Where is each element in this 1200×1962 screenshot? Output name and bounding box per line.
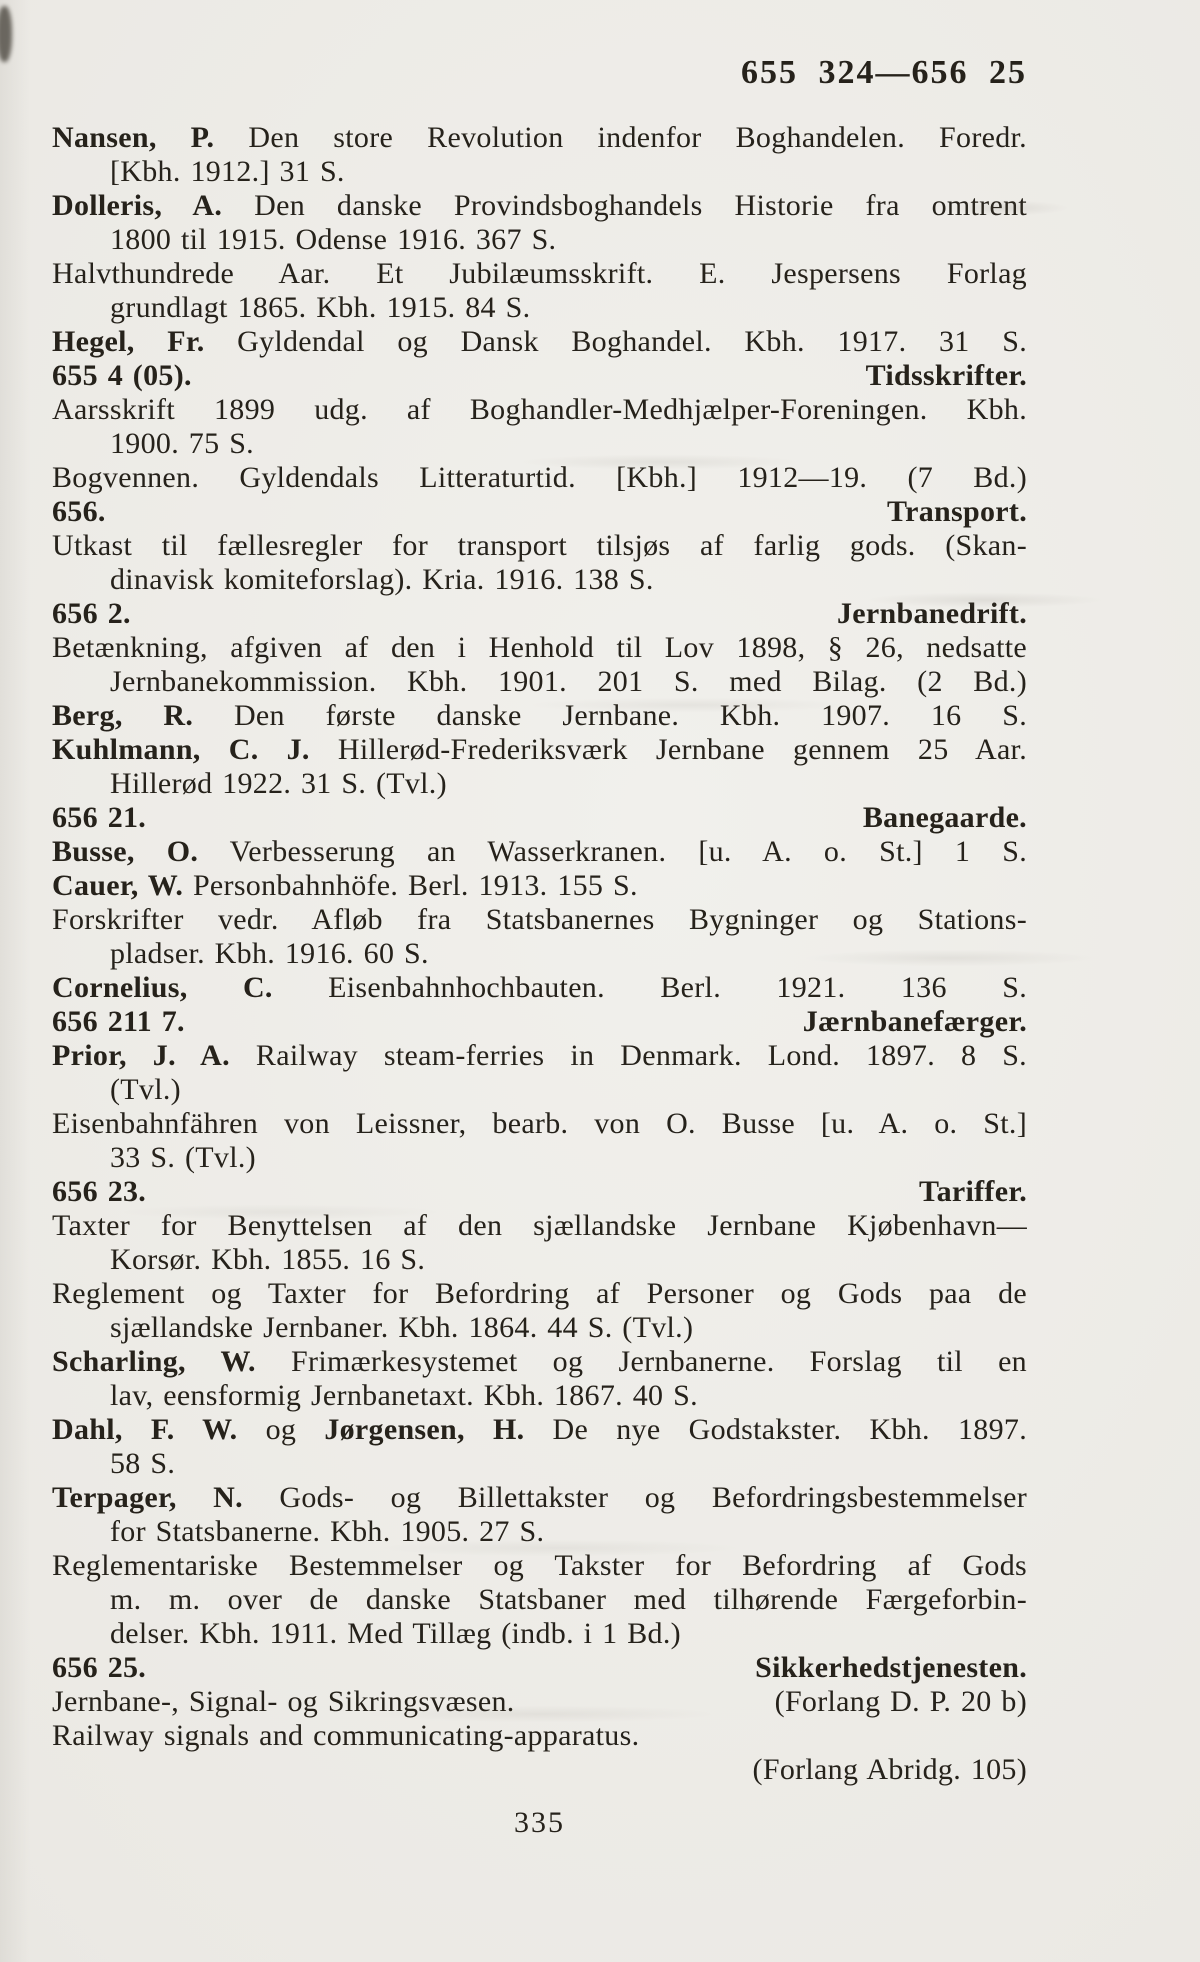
- line-text: 58 S.: [110, 1447, 176, 1480]
- catalog-line: [52, 767, 1027, 801]
- section-line: [52, 1753, 1027, 1787]
- catalog-line: [52, 1141, 1027, 1175]
- line-right-text: Jærnbanefærger.: [802, 1005, 1027, 1038]
- catalog-line: [52, 1073, 1027, 1107]
- line-text: sjællandske Jernbaner. Kbh. 1864. 44 S. (Tvl.): [110, 1311, 694, 1344]
- line-text: Eisenbahnfähren von Leissner, bearb. von O. Busse [u. A. o. St.]: [52, 1107, 1027, 1140]
- line-text: 1800 til 1915. Odense 1916. 367 S.: [110, 223, 557, 256]
- line-text: 656 2.: [52, 597, 131, 630]
- line-text: m. m. over de danske Statsbaner med tilhørende Færgeforbin-: [110, 1583, 1027, 1616]
- line-text: Railway signals and communicating-apparatus.: [52, 1719, 640, 1752]
- catalog-line: [52, 971, 1027, 1005]
- line-text: 656 25.: [52, 1651, 147, 1684]
- catalog-line: [52, 1481, 1027, 1515]
- catalog-line: [52, 223, 1027, 257]
- catalog-line: [52, 257, 1027, 291]
- catalog-line: [52, 1719, 1027, 1753]
- line-text: Reglementariske Bestemmelser og Takster for Befordring af Gods: [52, 1549, 1027, 1582]
- line-right-text: Tidsskrifter.: [865, 359, 1027, 392]
- catalog-line: [52, 631, 1027, 665]
- line-text: Jernbane-, Signal- og Sikringsvæsen.: [52, 1685, 515, 1718]
- catalog-line: [52, 699, 1027, 733]
- catalog-line: [52, 325, 1027, 359]
- catalog-line: [52, 733, 1027, 767]
- line-text: Cauer, W. Personbahnhöfe. Berl. 1913. 155 S.: [52, 869, 638, 902]
- page-header-range: 655 324—656 25: [741, 54, 1027, 91]
- catalog-line: [52, 1549, 1027, 1583]
- text-block: [52, 121, 1027, 1787]
- line-text: Betænkning, afgiven af den i Henhold til Lov 1898, § 26, nedsatte: [52, 631, 1027, 664]
- line-text: Terpager, N. Gods- og Billettakster og Befordringsbestemmelser: [52, 1481, 1027, 1514]
- catalog-line: [52, 1413, 1027, 1447]
- line-text: Busse, O. Verbesserung an Wasserkranen. [u. A. o. St.] 1 S.: [52, 835, 1027, 868]
- section-line: [52, 495, 1027, 529]
- line-text: delser. Kbh. 1911. Med Tillæg (indb. i 1 Bd.): [110, 1617, 681, 1650]
- line-text: Cornelius, C. Eisenbahnhochbauten. Berl. 1921. 136 S.: [52, 971, 1027, 1004]
- catalog-line: [52, 393, 1027, 427]
- line-text: Dolleris, A. Den danske Provindsboghandels Historie fra omtrent: [52, 189, 1028, 222]
- section-line: [52, 1685, 1027, 1719]
- line-text: 656 21.: [52, 801, 147, 834]
- catalog-line: [52, 1379, 1027, 1413]
- line-text: 1900. 75 S.: [110, 427, 254, 460]
- line-text: Forskrifter vedr. Afløb fra Statsbanernes Bygninger og Stations-: [52, 903, 1027, 936]
- catalog-line: [52, 291, 1027, 325]
- catalog-line: [52, 1311, 1027, 1345]
- catalog-line: [52, 1617, 1027, 1651]
- line-text: (Tvl.): [110, 1073, 181, 1106]
- line-text: 33 S. (Tvl.): [110, 1141, 256, 1174]
- catalog-line: [52, 903, 1027, 937]
- catalog-line: [52, 189, 1027, 223]
- catalog-line: [52, 1243, 1027, 1277]
- line-text: Reglement og Taxter for Befordring af Personer og Gods paa de: [52, 1277, 1027, 1310]
- line-right-text: (Forlang Abridg. 105): [752, 1753, 1027, 1786]
- line-text: Scharling, W. Frimærkesystemet og Jernbanerne. Forslag til en: [52, 1345, 1027, 1378]
- catalog-line: [52, 563, 1027, 597]
- line-text: Taxter for Benyttelsen af den sjællandske Jernbane Kjøbenhavn—: [52, 1209, 1027, 1242]
- line-text: [Kbh. 1912.] 31 S.: [110, 155, 345, 188]
- section-line: [52, 1651, 1027, 1685]
- catalog-line: [52, 937, 1027, 971]
- line-text: 656 211 7.: [52, 1005, 185, 1038]
- catalog-line: [52, 1277, 1027, 1311]
- line-right-text: Transport.: [887, 495, 1027, 528]
- catalog-line: [52, 1107, 1027, 1141]
- catalog-line: [52, 1039, 1027, 1073]
- catalog-line: [52, 155, 1027, 189]
- catalog-line: [52, 427, 1027, 461]
- line-text: grundlagt 1865. Kbh. 1915. 84 S.: [110, 291, 531, 324]
- line-text: Nansen, P. Den store Revolution indenfor Boghandelen. Foredr.: [52, 121, 1027, 154]
- catalog-line: [52, 461, 1027, 495]
- line-text: Berg, R. Den første danske Jernbane. Kbh. 1907. 16 S.: [52, 699, 1027, 732]
- section-line: [52, 801, 1027, 835]
- catalog-line: [52, 665, 1027, 699]
- line-text: Bogvennen. Gyldendals Litteraturtid. [Kbh.] 1912—19. (7 Bd.): [52, 461, 1027, 494]
- line-text: 655 4 (05).: [52, 359, 192, 392]
- section-line: [52, 1005, 1027, 1039]
- line-text: Kuhlmann, C. J. Hillerød-Frederiksværk Jernbane gennem 25 Aar.: [52, 733, 1027, 766]
- line-text: Korsør. Kbh. 1855. 16 S.: [110, 1243, 426, 1276]
- catalog-line: [52, 1209, 1027, 1243]
- line-right-text: Sikkerhedstjenesten.: [755, 1651, 1027, 1684]
- section-line: [52, 359, 1027, 393]
- line-text: pladser. Kbh. 1916. 60 S.: [110, 937, 429, 970]
- line-text: Prior, J. A. Railway steam-ferries in Denmark. Lond. 1897. 8 S.: [52, 1039, 1027, 1072]
- line-text: 656.: [52, 495, 106, 528]
- line-right-text: Jernbanedrift.: [836, 597, 1027, 630]
- scan-smudge: [0, 6, 12, 62]
- line-right-text: Tariffer.: [919, 1175, 1027, 1208]
- line-text: Aarsskrift 1899 udg. af Boghandler-Medhjælper-Foreningen. Kbh.: [52, 393, 1027, 426]
- line-text: Utkast til fællesregler for transport tilsjøs af farlig gods. (Skan-: [52, 529, 1027, 562]
- catalog-line: [52, 835, 1027, 869]
- line-text: Hillerød 1922. 31 S. (Tvl.): [110, 767, 447, 800]
- line-text: for Statsbanerne. Kbh. 1905. 27 S.: [110, 1515, 545, 1548]
- line-text: Dahl, F. W. og Jørgensen, H. De nye Godstakster. Kbh. 1897.: [52, 1413, 1027, 1446]
- line-text: Hegel, Fr. Gyldendal og Dansk Boghandel. Kbh. 1917. 31 S.: [52, 325, 1028, 358]
- page-number: 335: [514, 1806, 565, 1839]
- catalog-line: [52, 1583, 1027, 1617]
- line-right-text: (Forlang D. P. 20 b): [774, 1685, 1027, 1718]
- line-right-text: Banegaarde.: [862, 801, 1027, 834]
- line-text: Jernbanekommission. Kbh. 1901. 201 S. med Bilag. (2 Bd.): [110, 665, 1027, 698]
- section-line: [52, 597, 1027, 631]
- catalog-line: [52, 121, 1027, 155]
- line-text: 656 23.: [52, 1175, 147, 1208]
- catalog-line: [52, 869, 1027, 903]
- line-text: lav, eensformig Jernbanetaxt. Kbh. 1867. 40 S.: [110, 1379, 698, 1412]
- line-text: dinavisk komiteforslag). Kria. 1916. 138 S.: [110, 563, 654, 596]
- catalog-line: [52, 1447, 1027, 1481]
- section-line: [52, 1175, 1027, 1209]
- catalog-line: [52, 529, 1027, 563]
- catalog-line: [52, 1345, 1027, 1379]
- catalog-line: [52, 1515, 1027, 1549]
- line-text: Halvthundrede Aar. Et Jubilæumsskrift. E. Jespersens Forlag: [52, 257, 1027, 290]
